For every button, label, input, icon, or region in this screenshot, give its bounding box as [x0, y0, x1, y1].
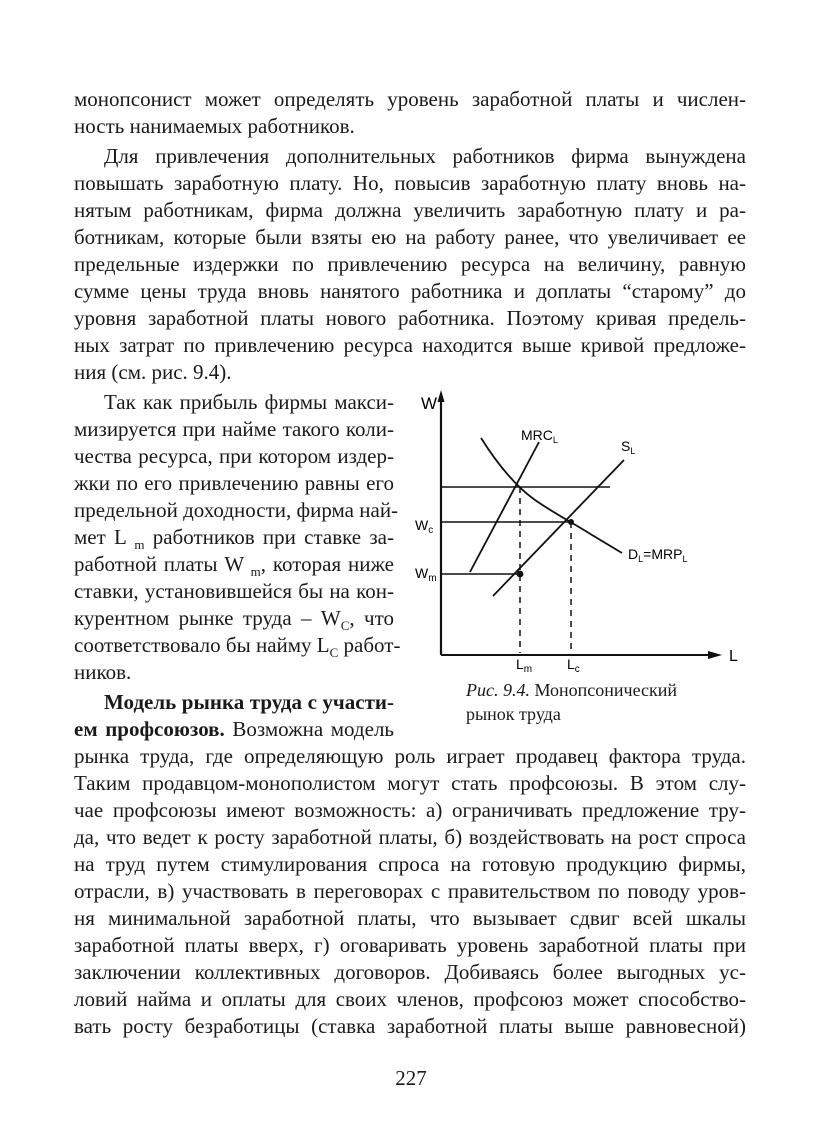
section-heading-line: [104, 689, 394, 715]
text-fragment: работников при ставке за-: [144, 525, 394, 549]
text-line: рынка труда, где определяющую роль играет продавец фактора труда.: [74, 744, 746, 768]
monopsony-labor-market-diagram: [405, 385, 750, 675]
text-line: предельные издержки по привлечению ресурса на величину, равную: [74, 252, 746, 276]
section-heading: ем профсоюзов.: [74, 717, 225, 741]
text-line: ботникам, которые были взяты ею на работу ранее, что увеличивает ее: [74, 225, 746, 249]
caption-text: Монопсонический: [529, 680, 678, 700]
text-fragment: работной платы W: [74, 552, 251, 576]
text-fragment: Возможна модель: [224, 717, 394, 741]
monopsony-point: [517, 571, 524, 578]
text-fragment: работ-: [338, 633, 401, 657]
text-line: ня минимальной заработной платы, что вызывает сдвиг всей шкалы: [74, 906, 746, 930]
text-line: Для привлечения дополнительных работников фирма вынуждена: [104, 144, 746, 168]
text-line: предельной доходности, фирма най-: [74, 498, 399, 522]
text-line: заработной платы вверх, г) оговаривать уровень заработной платы при: [74, 933, 746, 957]
text-fragment: курентном рынке труда – W: [74, 606, 341, 630]
text-line: монопсонист может определять уровень заработной платы и числен-: [74, 87, 746, 111]
text-line: заключении коллективных договоров. Добиваясь более выгодных ус-: [74, 960, 746, 984]
text-line: ставки, установившейся бы на кон-: [74, 579, 394, 603]
x-axis-label: L: [729, 648, 738, 665]
text-line: нятым работникам, фирма должна увеличить заработную плату и ра-: [74, 198, 746, 222]
competitive-point: [568, 519, 574, 525]
text-line: чества ресурса, при котором издер-: [74, 444, 394, 468]
text-line: да, что ведет к росту заработной платы, б) воздействовать на рост спроса: [74, 825, 746, 849]
text-line: жки по его привлечению равны его: [74, 471, 394, 495]
text-line: Так как прибыль фирмы макси-: [104, 390, 394, 414]
demand-label: $D_L=MRP_L$: [628, 546, 688, 564]
wm-label: $W_m$: [415, 565, 437, 584]
text-line: отрасли, в) участвовать в переговорах с правительством по поводу уров-: [74, 879, 746, 903]
subscript: m: [250, 564, 261, 580]
text-line: мизируется при найме такого коли-: [74, 417, 394, 441]
lm-label: $L_m$: [516, 656, 533, 675]
figure-caption: [466, 678, 677, 702]
page-number: 227: [395, 1066, 427, 1090]
lc-label: $L_c$: [567, 656, 580, 675]
text-line: [74, 716, 394, 742]
text-line: ния (см. рис. 9.4).: [74, 360, 232, 384]
text-line: Таким продавцом-монополистом могут стать профсоюзы. В этом слу-: [74, 771, 746, 795]
y-axis-label: W: [421, 394, 438, 413]
text-line: вать росту безработицы (ставка заработной платы выше равновесной): [74, 1014, 746, 1038]
mrc-curve: [470, 442, 539, 572]
subscript: C: [329, 645, 339, 661]
text-line: повышать заработную плату. Но, повысив заработную плату вновь на-: [74, 171, 746, 195]
text-line: ников.: [74, 660, 132, 684]
x-axis-arrow: [708, 651, 722, 659]
subscript: C: [340, 618, 350, 634]
text-line: чае профсоюзы имеют возможность: а) ограничивать предложение тру-: [74, 798, 746, 822]
supply-label: $S_L$: [621, 438, 636, 456]
text-fragment: мет L: [74, 525, 135, 549]
text-line: ность нанимаемых работников.: [74, 114, 355, 138]
text-line: на труд путем стимулирования спроса на готовую продукцию фирмы,: [74, 852, 746, 876]
figure-number: Рис. 9.4.: [466, 680, 530, 700]
section-heading: Модель рынка труда с участи-: [104, 690, 394, 714]
text-line: ных затрат по привлечению ресурса находится выше кривой предложе-: [74, 333, 746, 357]
wc-label: $W_c$: [415, 517, 434, 536]
text-fragment: , что: [349, 606, 394, 630]
text-line: уровня заработной платы нового работника. Поэтому кривая предель-: [74, 306, 746, 330]
text-line: ловий найма и оплаты для своих членов, профсоюз может способство-: [74, 987, 746, 1011]
text-fragment: соответствовало бы найму L: [74, 633, 330, 657]
text-fragment: , которая ниже: [260, 552, 394, 576]
y-axis-arrow: [438, 390, 445, 402]
figure-caption-line2: рынок труда: [466, 704, 561, 724]
subscript: m: [134, 537, 145, 553]
text-line: сумме цены труда вновь нанятого работника и доплаты “старому” до: [74, 279, 746, 303]
mrc-label: $MRC_L$: [521, 427, 558, 445]
